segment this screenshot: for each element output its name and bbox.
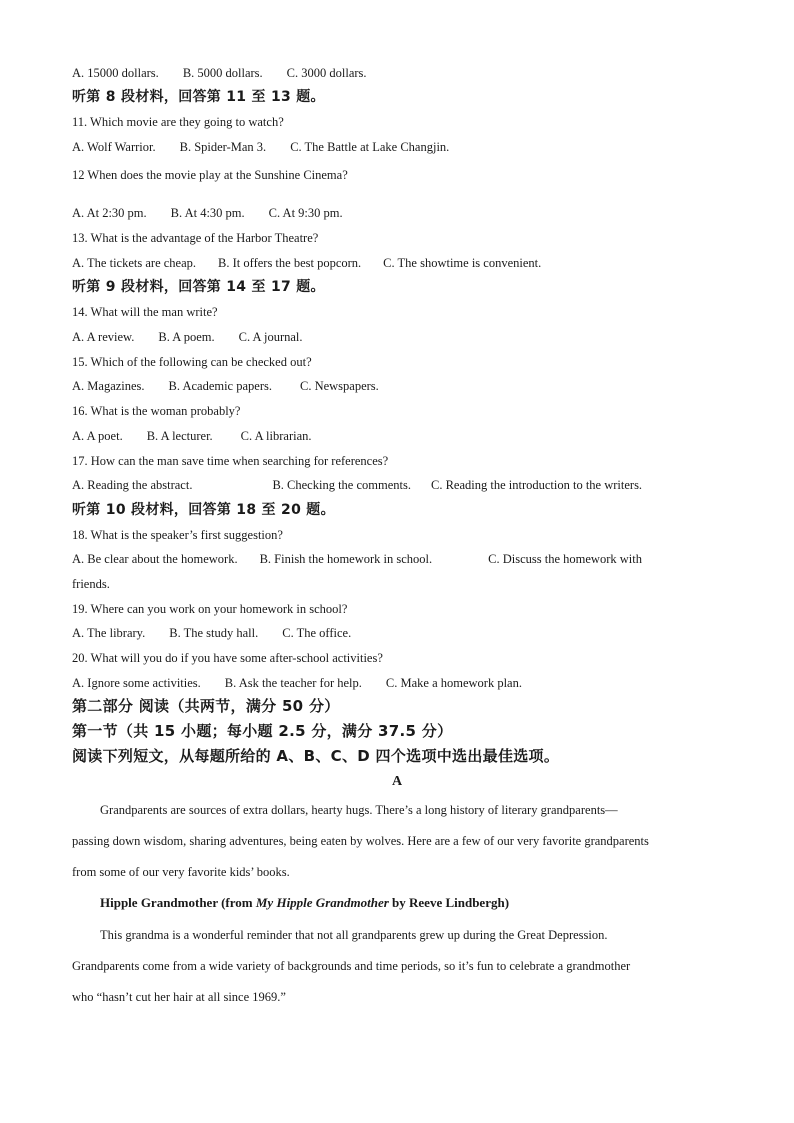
- options-q19: [72, 625, 351, 641]
- part-two-heading: 第二部分 阅读（共两节，满分 50 分）: [72, 697, 340, 715]
- section-heading-8: 听第 8 段材料，回答第 11 至 13 题。: [72, 89, 325, 105]
- paragraph-1-line-1: Grandparents are sources of extra dollars, hearty hugs. There’s a long history of literary grandparents—: [100, 803, 618, 817]
- options-q15: [72, 378, 379, 394]
- option-c: C. At 9:30 pm.: [268, 206, 343, 220]
- option-a: A. A review.: [72, 330, 135, 344]
- option-a: A. The tickets are cheap.: [72, 256, 197, 270]
- option-c: C. Reading the introduction to the writers.: [430, 478, 643, 492]
- option-a: A. 15000 dollars.: [72, 66, 159, 80]
- option-b: B. Academic papers.: [168, 379, 272, 393]
- passage-letter: A: [391, 774, 403, 789]
- option-c: C. 3000 dollars.: [286, 66, 367, 80]
- question-17: 17. How can the man save time when searching for references?: [72, 454, 389, 468]
- question-19: 19. Where can you work on your homework in school?: [72, 602, 348, 616]
- option-c: C. Discuss the homework with: [488, 552, 642, 566]
- option-a: A. Ignore some activities.: [72, 676, 201, 690]
- paragraph-2-line-2: Grandparents come from a wide variety of backgrounds and time periods, so it’s fun to celebrate a grandmother: [72, 959, 631, 973]
- option-b: B. The study hall.: [169, 626, 259, 640]
- question-15: 15. Which of the following can be checked out?: [72, 355, 312, 369]
- option-a: A. A poet.: [72, 429, 123, 443]
- option-b: B. A lecturer.: [146, 429, 213, 443]
- options-q16: [72, 428, 312, 444]
- option-b: B. Spider-Man 3.: [179, 140, 267, 154]
- entry-name: Hipple Grandmother (from: [100, 895, 256, 910]
- section-heading-9: 听第 9 段材料，回答第 14 至 17 题。: [72, 279, 325, 295]
- book-title: My Hipple Grandmother: [255, 895, 389, 910]
- reading-instructions: 阅读下列短文，从每题所给的 A、B、C、D 四个选项中选出最佳选项。: [72, 747, 560, 765]
- section-one-heading: 第一节（共 15 小题；每小题 2.5 分，满分 37.5 分）: [72, 722, 453, 740]
- option-b: B. 5000 dollars.: [182, 66, 263, 80]
- option-a: A. At 2:30 pm.: [72, 206, 147, 220]
- paragraph-1-line-2: passing down wisdom, sharing adventures, being eaten by wolves. Here are a few of our very favorite grandparents: [72, 834, 649, 848]
- option-c: C. The Battle at Lake Changjin.: [290, 140, 450, 154]
- options-q18-continued: friends.: [72, 577, 110, 591]
- paragraph-2-line-3: who “hasn’t cut her hair at all since 1969.”: [72, 990, 286, 1004]
- section-heading-10: 听第 10 段材料，回答第 18 至 20 题。: [72, 502, 335, 518]
- option-c: C. The showtime is convenient.: [383, 256, 542, 270]
- option-c: C. Newspapers.: [299, 379, 379, 393]
- question-12: 12 When does the movie play at the Sunshine Cinema?: [72, 168, 348, 182]
- book-author: by Reeve Lindbergh): [388, 895, 510, 910]
- option-a: A. The library.: [72, 626, 146, 640]
- question-18: 18. What is the speaker’s first suggestion?: [72, 528, 283, 542]
- option-b: B. At 4:30 pm.: [170, 206, 245, 220]
- options-q13: [72, 255, 541, 271]
- options-q20: [72, 675, 522, 691]
- options-q12: [72, 205, 343, 221]
- options-q11: [72, 139, 449, 155]
- options-q10: [72, 65, 367, 81]
- option-a: A. Wolf Warrior.: [72, 140, 156, 154]
- options-q17: [72, 477, 642, 493]
- question-13: 13. What is the advantage of the Harbor Theatre?: [72, 231, 319, 245]
- option-c: C. The office.: [282, 626, 352, 640]
- option-c: C. Make a homework plan.: [385, 676, 522, 690]
- question-16: 16. What is the woman probably?: [72, 404, 241, 418]
- option-a: A. Be clear about the homework.: [72, 552, 238, 566]
- question-14: 14. What will the man write?: [72, 305, 218, 319]
- option-b: B. A poem.: [158, 330, 215, 344]
- question-20: 20. What will you do if you have some after-school activities?: [72, 651, 383, 665]
- option-c: C. A journal.: [238, 330, 303, 344]
- question-11: 11. Which movie are they going to watch?: [72, 115, 284, 129]
- paragraph-1-line-3: from some of our very favorite kids’ books.: [72, 865, 290, 879]
- book-entry-title: [100, 895, 509, 911]
- option-b: B. It offers the best popcorn.: [218, 256, 362, 270]
- options-q14: [72, 329, 303, 345]
- option-b: B. Finish the homework in school.: [259, 552, 433, 566]
- option-b: B. Checking the comments.: [272, 478, 411, 492]
- option-c: C. A librarian.: [240, 429, 312, 443]
- option-a: A. Magazines.: [72, 379, 145, 393]
- options-q18: [72, 551, 642, 567]
- paragraph-2-line-1: This grandma is a wonderful reminder that not all grandparents grew up during the Great Depression.: [100, 928, 608, 942]
- option-a: A. Reading the abstract.: [72, 478, 193, 492]
- option-b: B. Ask the teacher for help.: [224, 676, 362, 690]
